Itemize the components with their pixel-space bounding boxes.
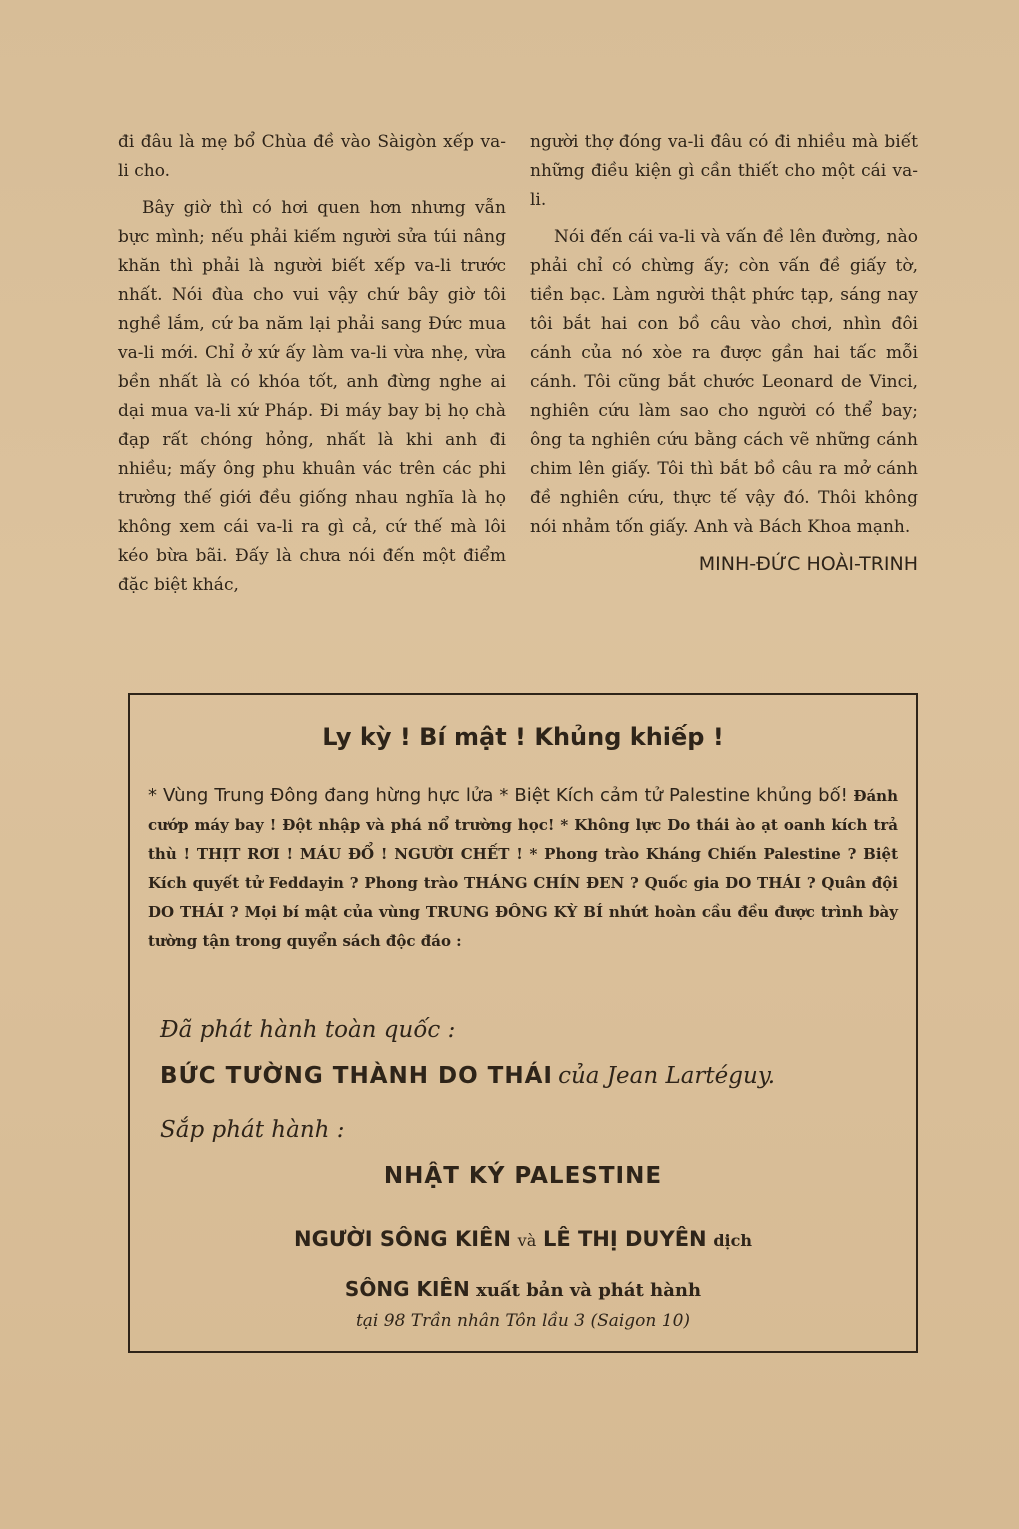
book-advertisement	[128, 693, 918, 1353]
article-paragraph: đi đâu là mẹ bổ Chùa đề vào Sàigòn xếp va-li cho.	[118, 132, 506, 181]
article-column-left	[118, 128, 506, 608]
article-paragraph: người thợ đóng va-li đâu có đi nhiều mà biết những điều kiện gì cần thiết cho một cái va-li.	[530, 132, 918, 210]
released-title: BỨC TƯỜNG THÀNH DO THÁI	[160, 1063, 553, 1089]
article-paragraph: Nói đến cái va-li và vấn đề lên đường, nào phải chỉ có chừng ấy; còn vấn đề giấy tờ, tiền bạc. Làm người thật phức tạp, sáng nay tôi bắt hai con bồ câu vào chơi, nhìn đôi cánh của nó xòe ra được gần hai tấc mỗi cánh. Tôi cũng bắt chước Leonard de Vinci, nghiên cứu làm sao cho người có thể bay; ông ta nghiên cứu bằng cách vẽ những cánh chim lên giấy. Tôi thì bắt bồ câu ra mở cánh đề nghiên cứu, thực tế vậy đó. Thôi không nói nhảm tốn giấy. Anh và Bách Khoa mạnh.	[530, 227, 918, 537]
released-author: của Jean Lartéguy.	[558, 1063, 776, 1089]
translator-b: LÊ THỊ DUYÊN	[542, 1227, 707, 1251]
translator-a: NGƯỜI SÔNG KIÊN	[294, 1227, 511, 1251]
ad-body-text: Đánh cướp máy bay ! Đột nhập và phá nổ trường học! * Không lực Do thái ào ạt oanh kích trả thù ! THỊT RƠI ! MÁU ĐỔ ! NGƯỜI CHẾT ! * Phong trào Kháng Chiến Palestine ? Biệt Kích quyết tử Feddayin ? Phong trào THÁNG CHÍN ĐEN ? Quốc gia DO THÁI ? Quân đội DO THÁI ? Mọi bí mật của vùng TRUNG ĐÔNG KỲ BÍ nhứt hoàn cầu đều được trình bày tường tận trong quyển sách độc đáo :	[148, 787, 898, 950]
released-label: Đã phát hành toàn quốc :	[160, 1017, 456, 1043]
released-line	[160, 1017, 896, 1043]
article-paragraph: Bây giờ thì có hơi quen hơn nhưng vẫn bực mình; nếu phải kiếm người sửa túi nâng khăn thì phải là người biết xếp va-li trước nhất. Nói đùa cho vui vậy chứ bây giờ tôi nghề lắm, cứ ba năm lại phải sang Đức mua va-li mới. Chỉ ở xứ ấy làm va-li vừa nhẹ, vừa bền nhất là có khóa tốt, anh đừng nghe ai dại mua va-li xứ Pháp. Đi máy bay bị họ chà đạp rất chóng hỏng, nhất là khi anh đi nhiều; mấy ông phu khuân vác trên các phi trường thế giới đều giống nhau nghĩa là họ không xem cái va-li ra gì cả, cứ thế mà lôi kéo bừa bãi. Đấy là chưa nói đến một điểm đặc biệt khác,	[118, 198, 506, 595]
upcoming-book	[130, 1163, 916, 1189]
publisher-address: tại 98 Trần nhân Tôn lầu 3 (Saigon 10)	[355, 1311, 691, 1331]
ad-intro: * Vùng Trung Đông đang hừng hực lửa * Biệt Kích cảm tử Palestine khủng bố!	[148, 785, 848, 806]
translators-and: và	[517, 1231, 537, 1250]
upcoming-title: NHẬT KÝ PALESTINE	[383, 1163, 663, 1189]
released-book	[160, 1063, 896, 1089]
translators-role: dịch	[713, 1231, 752, 1250]
translators-line	[130, 1227, 916, 1251]
publisher-name: SÔNG KIÊN	[344, 1277, 470, 1301]
address-line	[130, 1311, 916, 1331]
publisher-role: xuất bản và phát hành	[476, 1280, 702, 1301]
article-column-right	[530, 128, 918, 579]
ad-headline: Ly kỳ ! Bí mật ! Khủng khiếp !	[322, 723, 724, 751]
ad-description	[148, 781, 898, 956]
publisher-line	[130, 1277, 916, 1301]
upcoming-label: Sắp phát hành :	[160, 1117, 345, 1143]
upcoming-line	[160, 1117, 896, 1143]
author-signature: MINH-ĐỨC HOÀI-TRINH	[698, 553, 918, 575]
